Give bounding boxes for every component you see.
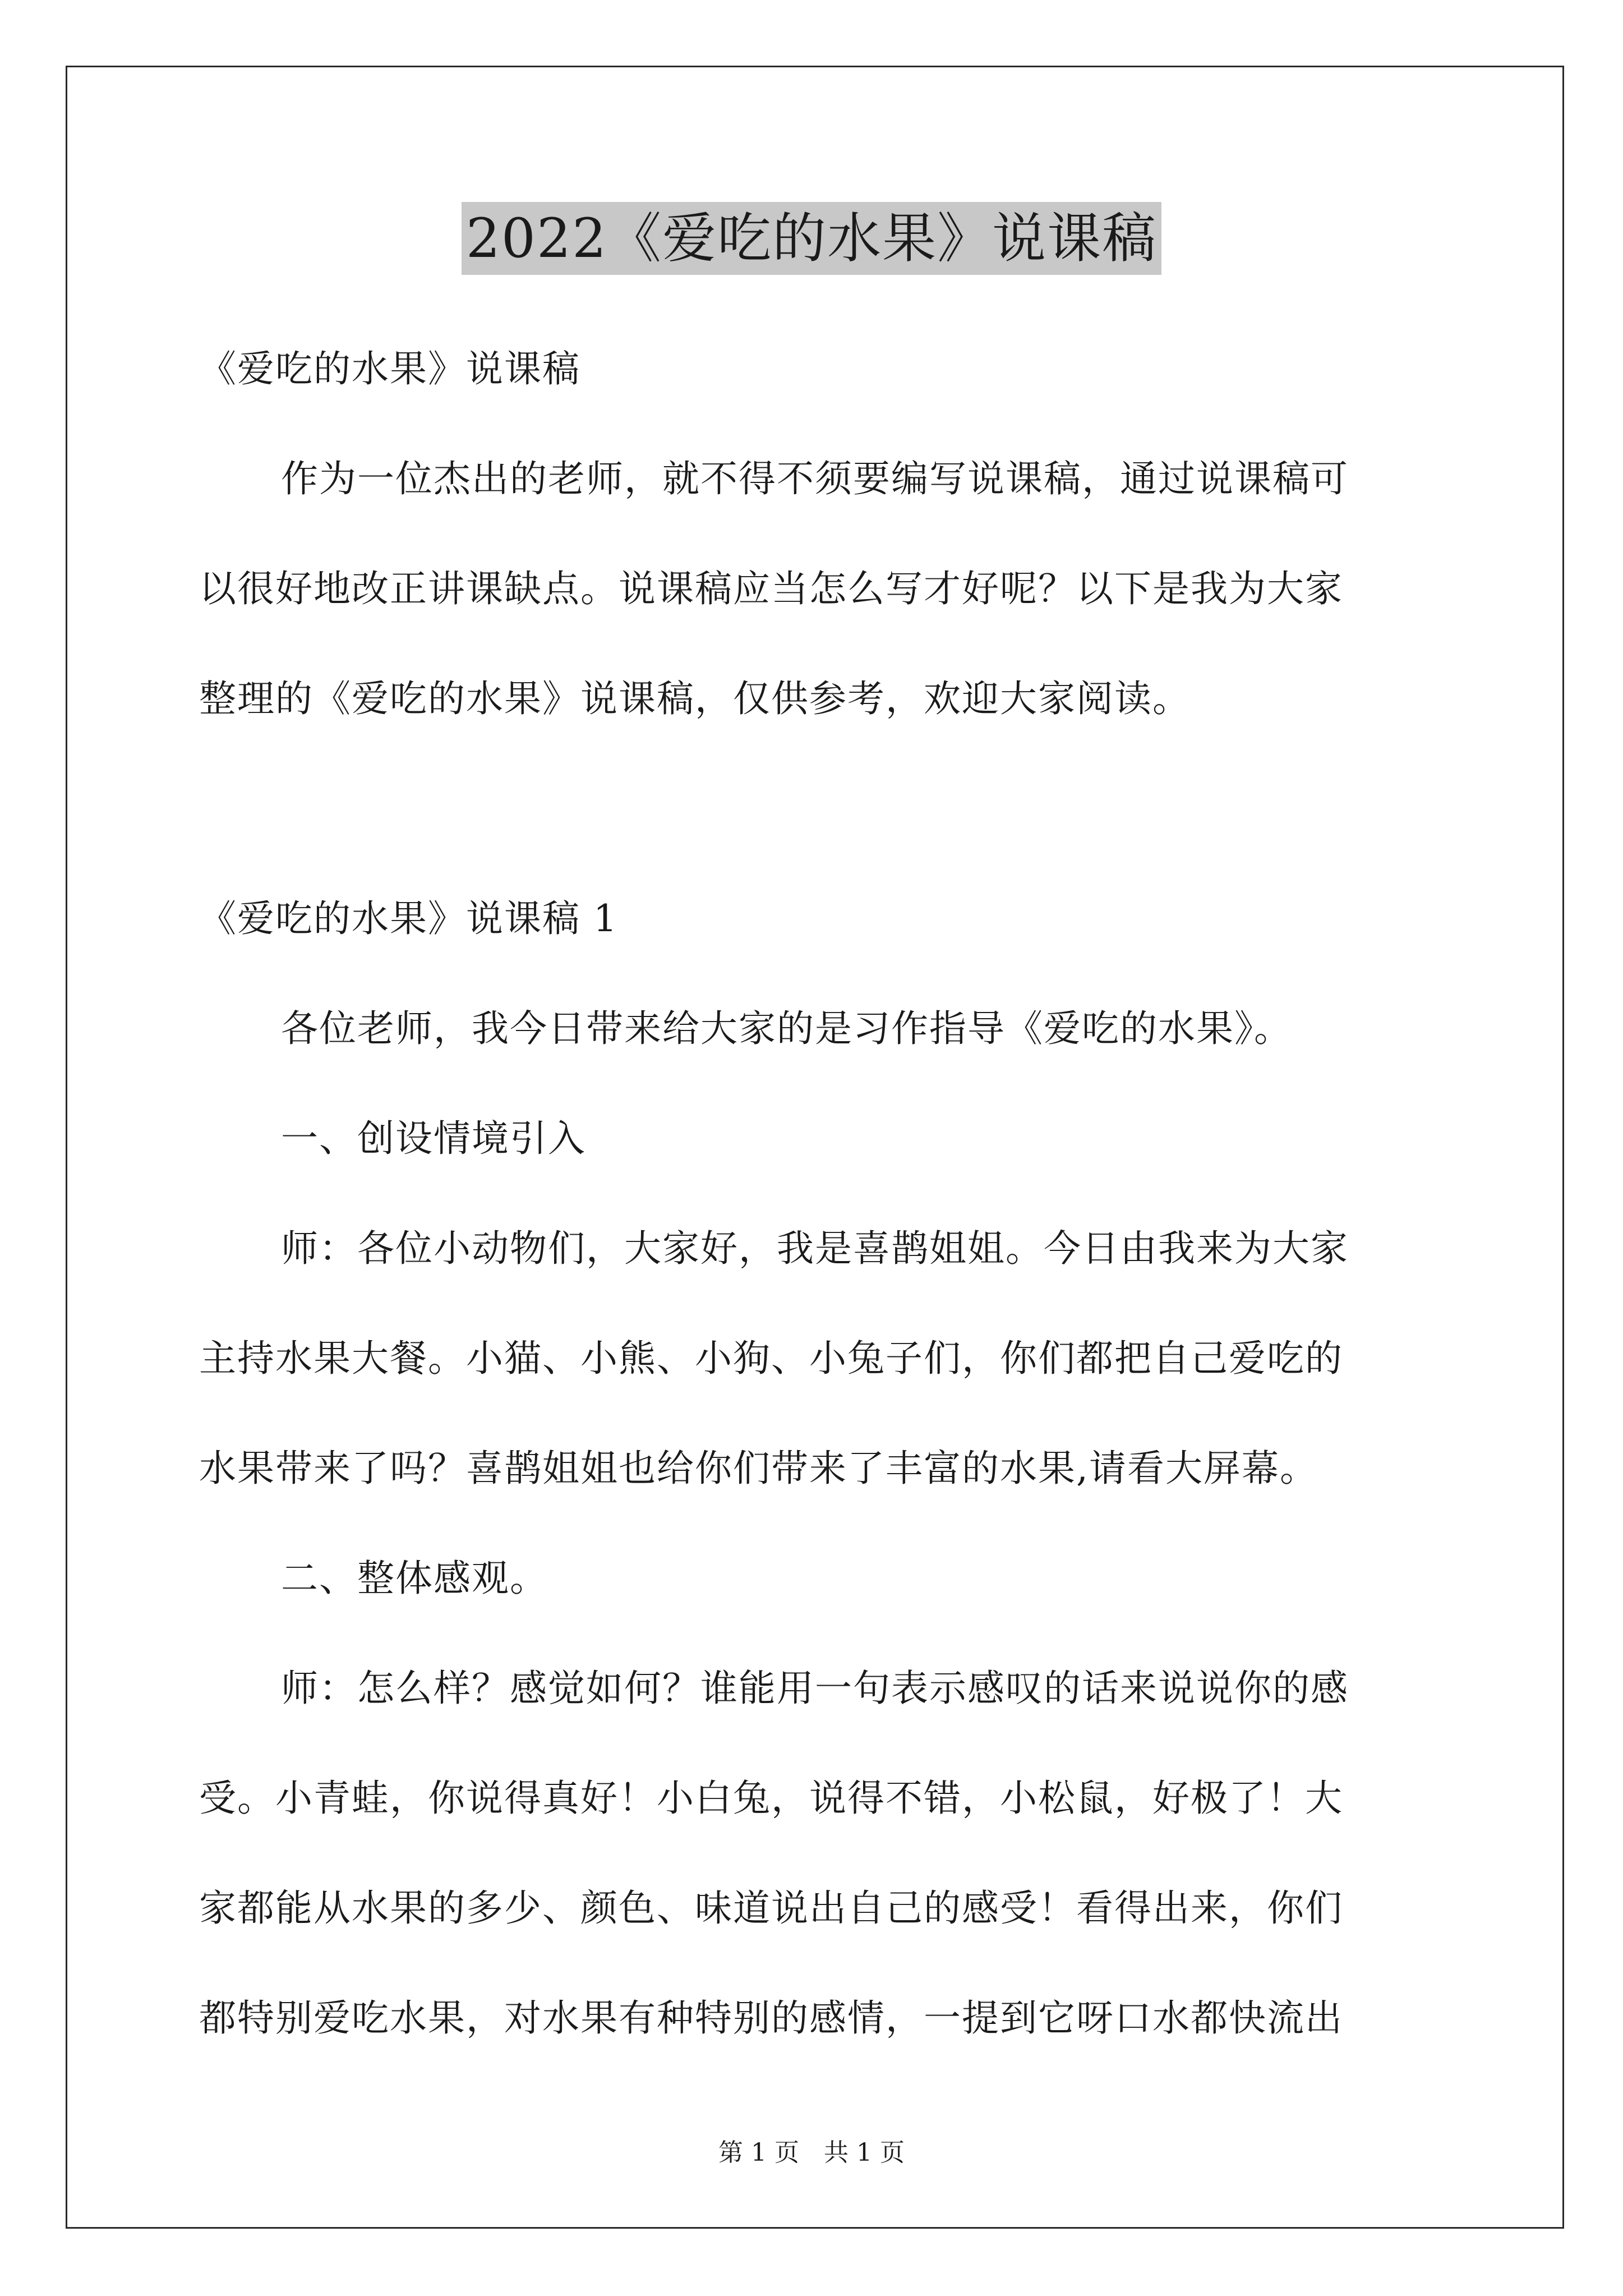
- title-container: [0, 202, 1623, 275]
- intro-paragraph-line: 作为一位杰出的老师，就不得不须要编写说课稿，通过说课稿可: [281, 457, 1349, 500]
- paragraph-line: 师：各位小动物们，大家好，我是喜鹊姐姐。今日由我来为大家: [281, 1227, 1349, 1270]
- page-footer: [0, 2136, 1623, 2170]
- document-title: 2022《爱吃的水果》说课稿: [462, 202, 1161, 275]
- paragraph-line: 水果带来了吗？喜鹊姐姐也给你们带来了丰富的水果,请看大屏幕。: [199, 1447, 1318, 1490]
- page-number: 第 1 页: [718, 2138, 799, 2167]
- paragraph-gap: [199, 754, 1433, 864]
- intro-heading: 《爱吃的水果》说课稿: [199, 347, 580, 390]
- paragraph-line: 受。小青蛙，你说得真好！小白兔，说得不错，小松鼠，好极了！大: [199, 1777, 1343, 1820]
- paragraph-line: 家都能从水果的多少、颜色、味道说出自己的感受！看得出来，你们: [199, 1887, 1343, 1930]
- subsection-heading: 一、创设情境引入: [281, 1117, 586, 1160]
- subsection-heading: 二、整体感观。: [281, 1557, 548, 1600]
- document-body: [199, 314, 1433, 2073]
- page-total: 共 1 页: [824, 2138, 905, 2167]
- intro-paragraph-line: 以很好地改正讲课缺点。说课稿应当怎么写才好呢？以下是我为大家: [199, 567, 1343, 610]
- section-heading: 《爱吃的水果》说课稿 1: [199, 897, 618, 940]
- paragraph-line: 都特别爱吃水果，对水果有种特别的感情，一提到它呀口水都快流出: [199, 1996, 1343, 2040]
- paragraph-line: 主持水果大餐。小猫、小熊、小狗、小兔子们，你们都把自己爱吃的: [199, 1337, 1343, 1380]
- paragraph-line: 师：怎么样？感觉如何？谁能用一句表示感叹的话来说说你的感: [281, 1667, 1349, 1710]
- intro-paragraph-line: 整理的《爱吃的水果》说课稿，仅供参考，欢迎大家阅读。: [199, 677, 1191, 720]
- paragraph-line: 各位老师，我今日带来给大家的是习作指导《爱吃的水果》。: [281, 1007, 1292, 1050]
